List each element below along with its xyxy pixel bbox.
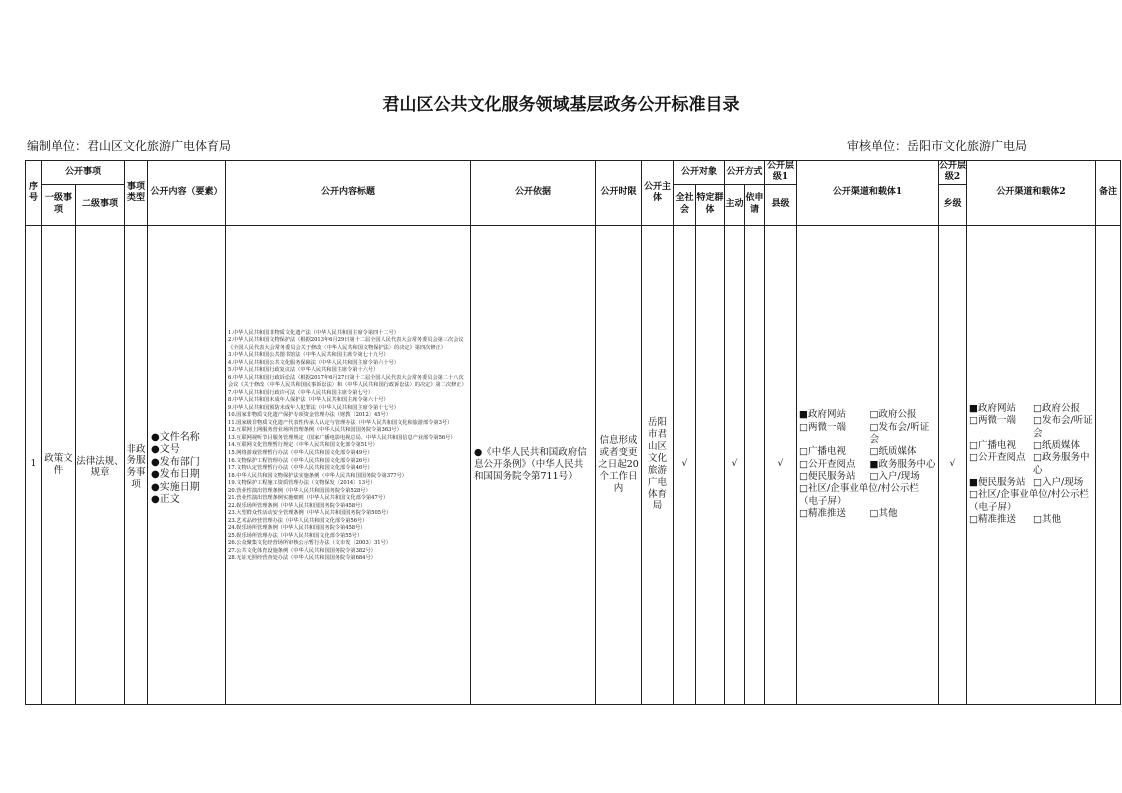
channel1-item: □广播电视	[799, 446, 847, 458]
header-target-specific: 特定群体	[696, 184, 725, 225]
header-timing: 公开时限	[596, 161, 642, 226]
subject-text: 岳阳市君山区文化旅游广电体育局	[648, 417, 668, 512]
level2-text: 法律法规、规章	[76, 455, 124, 479]
element-item: ●文件名称	[151, 431, 200, 443]
cell-level1: 政策文件	[42, 225, 76, 705]
channel2-item: □纸质媒体	[1033, 440, 1081, 452]
channel1-item: □纸质媒体	[869, 446, 917, 458]
channel2-item: □公开查阅点	[969, 452, 1026, 464]
channel2-item: □其他	[1033, 514, 1062, 526]
channel1-item: ■政务服务中心	[869, 458, 936, 470]
header-basis: 公开依据	[471, 161, 596, 226]
cell-content-titles	[226, 225, 471, 705]
content-title-item: 23.艺术品经营管理办法（中华人民共和国文化部令第56号）	[228, 517, 368, 524]
content-title-item: 3.中华人民共和国公共图书馆法（中华人民共和国主席令第七十九号）	[228, 352, 389, 359]
channel2-item: □入户/现场	[1033, 477, 1084, 489]
cell-channel1	[797, 225, 939, 705]
header-layer1: 公开层级1	[765, 161, 797, 185]
channel2-item: □政府公报	[1033, 403, 1081, 415]
content-title-item: 8.中华人民共和国未成年人保护法（中华人民共和国主席令第六十号）	[228, 397, 389, 404]
header-level1: 一级事项	[42, 184, 76, 225]
channel2-list	[967, 403, 1095, 526]
channel2-item: □两微一端	[969, 415, 1017, 427]
cell-target-specific	[696, 225, 725, 705]
cell-method-active: √	[725, 225, 745, 705]
content-title-item: 13.互联网视听节目服务管理规定（国家广播电影电视总局、中华人民共和国信息产业部令第56号）	[228, 434, 456, 441]
element-item: ●发布部门	[151, 456, 200, 468]
cell-basis	[471, 225, 596, 705]
content-title-item: 19.文物保护工程施工资质管理办法（文物保发〔2014〕13号）	[228, 480, 376, 487]
channel2-item: □发布会/听证会	[1033, 415, 1093, 439]
channel1-item: □其他	[869, 507, 898, 519]
element-item: ●文号	[151, 444, 180, 455]
page-title: 君山区公共文化服务领域基层政务公开标准目录	[382, 95, 740, 115]
channel2-item: □精准推送	[969, 514, 1017, 526]
header-matter-type: 事项类型	[125, 161, 148, 226]
channel2-item: □政务服务中心	[1033, 452, 1090, 476]
cell-layer2: √	[939, 225, 967, 705]
channel1-item: □入户/现场	[869, 470, 920, 482]
channel2-item: ■政府网站	[969, 403, 1017, 415]
channel1-item: ■政府网站	[799, 409, 847, 421]
element-item: ●实施日期	[151, 481, 200, 493]
content-title-item: 24.娱乐场所管理条例（中华人民共和国国务院令第458号）	[228, 525, 366, 532]
content-title-item: 11.国家级非物质文化遗产代表性传承人认定与管理办法（中华人民共和国文化和旅游部令第3号）	[228, 419, 453, 426]
header-target-all: 全社会	[674, 184, 696, 225]
content-title-item: 26.公众聚集文化经营场所审核公示暂行办法（文市发〔2003〕31号）	[228, 540, 391, 547]
cell-target-all: √	[674, 225, 696, 705]
content-title-item: 25.娱乐场所管理办法（中华人民共和国文化部令第55号）	[228, 532, 363, 539]
channel1-item: □政府公报	[869, 409, 917, 421]
header-remark: 备注	[1096, 161, 1121, 226]
cell-channel2	[967, 225, 1096, 705]
content-title-item: 21.营业性演出管理条例实施细则（中华人民共和国文化部令第47号）	[228, 495, 389, 502]
content-title-item: 1.中华人民共和国非物质文化遗产法（中华人民共和国主席令第四十二号）	[228, 329, 399, 336]
cell-level2	[76, 225, 125, 705]
header-content-title: 公开内容标题	[226, 161, 471, 226]
channel1-item: □社区/企事业单位/村公示栏（电子屏）	[799, 483, 919, 507]
channel2-item: □社区/企事业单位/村公示栏（电子屏）	[969, 489, 1089, 513]
cell-elements	[148, 225, 226, 705]
content-title-item: 22.娱乐场所管理条例（中华人民共和国国务院令第458号）	[228, 502, 366, 509]
header-subject: 公开主体	[642, 161, 674, 226]
timing-text: 信息形成或者变更之日起20个工作日内	[598, 435, 639, 494]
cell-remark	[1096, 225, 1121, 705]
cell-timing	[596, 225, 642, 705]
header-content-elements: 公开内容（要素）	[148, 161, 226, 226]
cell-subject	[642, 225, 674, 705]
header-method: 公开方式	[725, 161, 765, 185]
disclosure-table	[25, 160, 1121, 705]
content-title-item: 20.营业性演出管理条例（中华人民共和国国务院令第528号）	[228, 487, 371, 494]
channel1-item: □便民服务站	[799, 470, 856, 482]
header-layer2: 公开层级2	[939, 161, 967, 183]
channel2-item: □广播电视	[969, 440, 1017, 452]
header-channel2: 公开渠道和载体2	[967, 161, 1096, 226]
content-title-item: 10.国家非物质文化遗产保护专项资金管理办法（财教〔2012〕45号）	[228, 412, 391, 419]
header-level2: 二级事项	[76, 184, 125, 225]
basis-text: ●《中华人民共和国政府信息公开条例》（中华人民共和国国务院令第711号）	[474, 446, 587, 482]
content-title-item: 2.中华人民共和国文物保护法（根据2013年6月29日第十二届全国人民代表大会常务委员会第三次会议《全国人民代表大会常务委员会关于修改〈中华人民共和国文物保护法〉的决定》第四次修正）	[228, 337, 464, 351]
content-title-item: 6.中华人民共和国行政诉讼法（根据2017年6月27日第十二届全国人民代表大会常务委员会第二十八次会议《关于修改〈中华人民共和国民事诉讼法〉和〈中华人民共和国行政诉讼法〉的决定》第二次修正）	[228, 374, 467, 389]
cell-matter-type	[125, 225, 148, 705]
matter-type-text: 非政务服务事项	[126, 443, 146, 491]
header-layer2-value: 乡级	[939, 184, 967, 225]
editor-unit: 编制单位：君山区文化旅游广电体育局	[27, 139, 232, 153]
channel1-item: □精准推送	[799, 507, 847, 519]
table-row	[26, 225, 1121, 705]
content-title-item: 17.文物认定管理暂行办法（中华人民共和国文化部令第46号）	[228, 465, 373, 472]
channel2-item: ■便民服务站	[969, 477, 1026, 489]
content-title-list	[226, 330, 470, 563]
content-title-item: 12.互联网上网服务营业场所管理条例（中华人民共和国国务院令第363号）	[228, 427, 402, 434]
channel1-list	[797, 409, 938, 520]
element-item: ●发布日期	[151, 469, 200, 480]
content-title-item: 7.中华人民共和国行政许可法（中华人民共和国主席令第七号）	[228, 389, 374, 396]
content-title-item: 15.网络游戏管理暂行办法（中华人民共和国文化部令第49号）	[228, 450, 373, 456]
elements-list	[148, 432, 225, 507]
header-method-active: 主动	[725, 184, 745, 225]
content-title-item: 23.大型群众性活动安全管理条例（中华人民共和国国务院令第505号）	[228, 510, 392, 517]
cell-layer1: √	[765, 225, 797, 705]
content-title-item: 5.中华人民共和国行政复议法（中华人民共和国主席令第十六号）	[228, 367, 379, 374]
header-target: 公开对象	[674, 161, 725, 185]
content-title-item: 27.公共文化体育设施条例（中华人民共和国国务院令第382号）	[228, 547, 376, 554]
content-title-item: 9.中华人民共和国预防未成年人犯罪法（中华人民共和国主席令第十七号）	[228, 404, 399, 411]
content-title-item: 14.互联网文化管理暂行规定（中华人民共和国文化部令第51号）	[228, 442, 378, 449]
cell-method-request	[745, 225, 765, 705]
content-title-item: 4.中华人民共和国公共文化服务保障法（中华人民共和国主席令第六十号）	[228, 359, 399, 366]
element-item: ●正文	[151, 494, 180, 505]
content-title-item: 16.文物保护工程管理办法（中华人民共和国文化部令第26号）	[228, 457, 373, 464]
channel1-item: □公开查阅点	[799, 458, 856, 470]
channel1-item: □两微一端	[799, 421, 847, 433]
content-title-item: 18.中华人民共和国文物保护法实施条例（中华人民共和国国务院令第377号）	[228, 472, 407, 479]
header-layer1-value: 县级	[765, 184, 797, 225]
content-title-item: 28.无证无照经营查处办法（中华人民共和国国务院令第684号）	[228, 555, 376, 562]
header-seq: 序号	[26, 161, 42, 226]
cell-seq: 1	[26, 225, 42, 705]
header-channel1: 公开渠道和载体1	[797, 161, 939, 226]
header-public-matter: 公开事项	[42, 161, 125, 185]
header-method-request: 依申请	[745, 184, 765, 225]
reviewer-unit: 审核单位：岳阳市文化旅游广电局	[847, 139, 1028, 153]
channel1-item: □发布会/听证会	[869, 421, 930, 445]
